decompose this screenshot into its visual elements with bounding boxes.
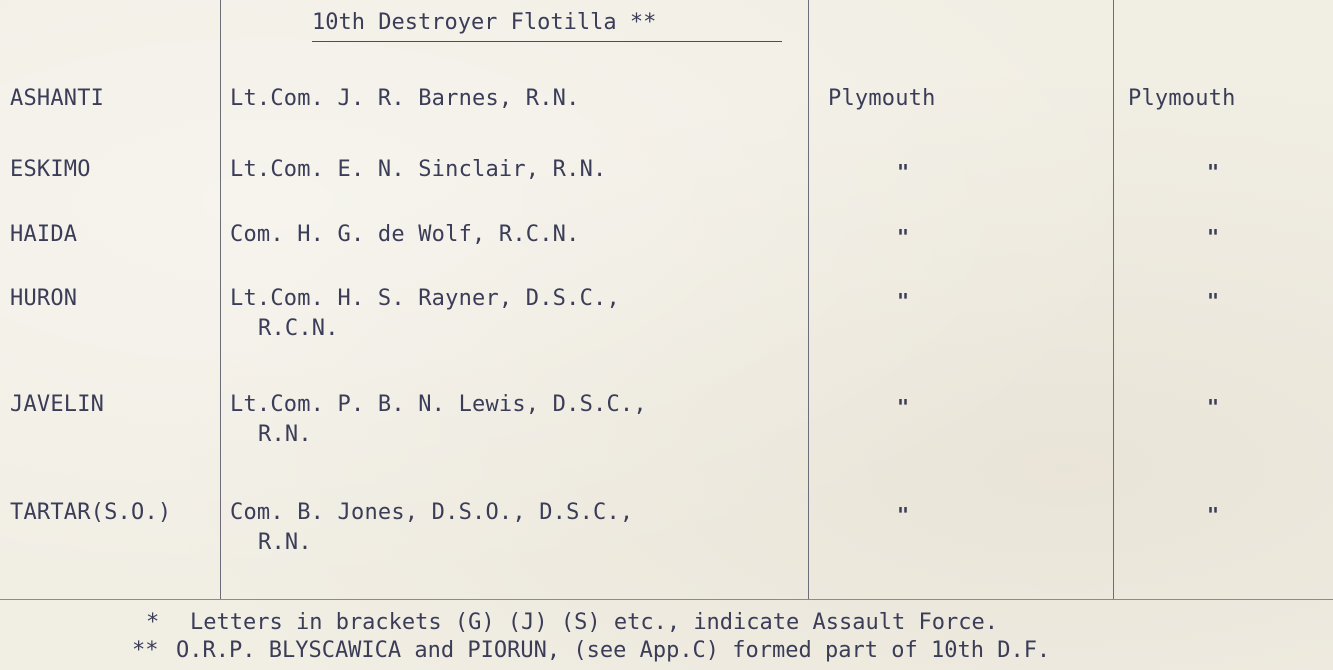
column-rule-3 — [1113, 0, 1114, 600]
ship-name: HAIDA — [10, 222, 78, 247]
table-bottom-rule — [0, 599, 1333, 600]
footnote-mark: ** — [132, 638, 159, 663]
ditto-mark: " — [897, 289, 910, 313]
home-port: Plymouth — [1128, 86, 1236, 111]
commanding-officer-continued: R.C.N. — [258, 316, 339, 341]
footnote-text: O.R.P. BLYSCAWICA and PIORUN, (see App.C) formed part of 10th D.F. — [176, 638, 1051, 663]
flotilla-title: 10th Destroyer Flotilla ** — [312, 10, 657, 35]
ship-name: TARTAR(S.O.) — [10, 500, 172, 525]
ditto-mark: " — [1207, 289, 1220, 313]
ditto-mark: " — [897, 160, 910, 184]
ditto-mark: " — [1207, 160, 1220, 184]
ditto-mark: " — [1207, 225, 1220, 249]
footnote-text: Letters in brackets (G) (J) (S) etc., indicate Assault Force. — [190, 610, 998, 635]
ditto-mark: " — [1207, 395, 1220, 419]
commanding-officer: Lt.Com. P. B. N. Lewis, D.S.C., — [230, 392, 647, 417]
ditto-mark: " — [1207, 503, 1220, 527]
ditto-mark: " — [897, 503, 910, 527]
commanding-officer: Com. H. G. de Wolf, R.C.N. — [230, 222, 580, 247]
ship-name: ESKIMO — [10, 157, 91, 182]
column-rule-1 — [220, 0, 221, 600]
commanding-officer: Lt.Com. J. R. Barnes, R.N. — [230, 86, 580, 111]
footnote-mark: * — [146, 610, 160, 635]
ditto-mark: " — [897, 395, 910, 419]
column-rule-2 — [808, 0, 809, 600]
ship-name: ASHANTI — [10, 86, 105, 111]
commanding-officer-continued: R.N. — [258, 530, 312, 555]
ditto-mark: " — [897, 225, 910, 249]
commanding-officer-continued: R.N. — [258, 422, 312, 447]
title-underline — [312, 41, 782, 42]
commanding-officer: Com. B. Jones, D.S.O., D.S.C., — [230, 500, 634, 525]
ship-name: JAVELIN — [10, 392, 105, 417]
commanding-officer: Lt.Com. E. N. Sinclair, R.N. — [230, 157, 607, 182]
commanding-officer: Lt.Com. H. S. Rayner, D.S.C., — [230, 286, 620, 311]
ship-name: HURON — [10, 286, 78, 311]
base-port: Plymouth — [828, 86, 936, 111]
